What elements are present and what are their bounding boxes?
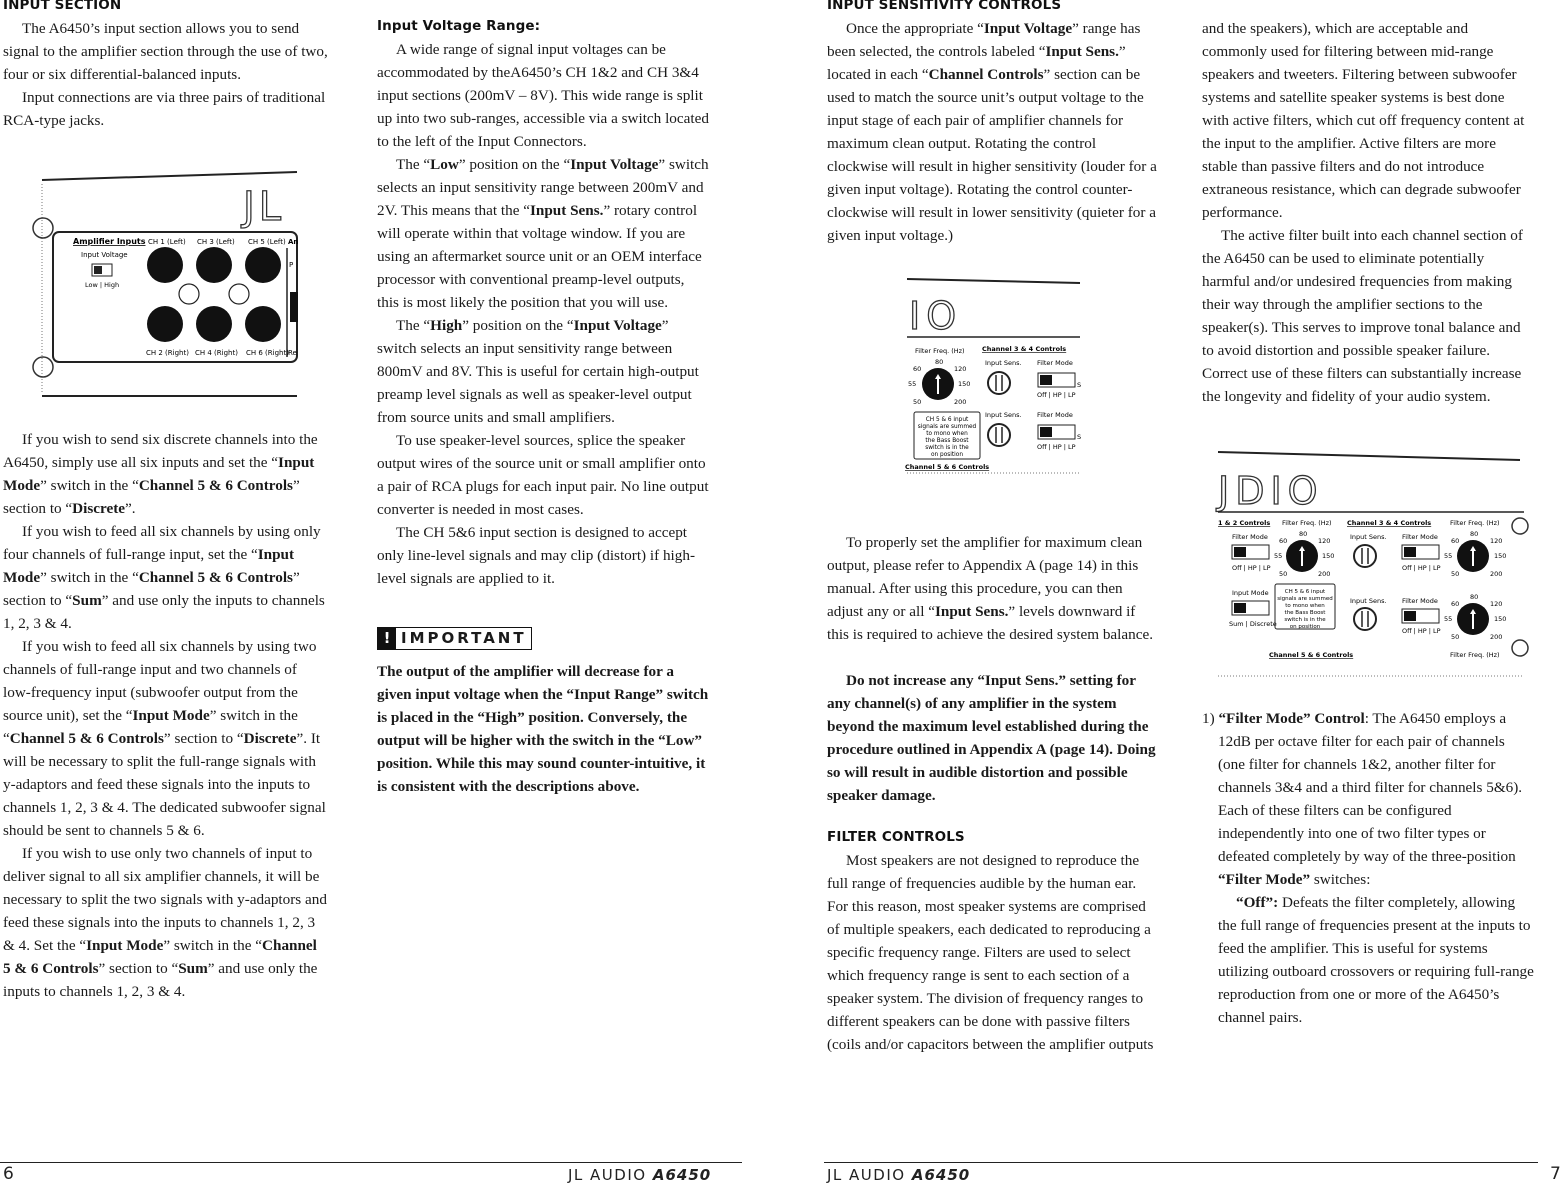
speaker-level-paragraph: To use speaker-level sources, splice the speaker output wires of the source unit or small amplifier onto a pair of RCA plugs for each input pair. No line output converter is needed in most cases.	[377, 432, 709, 518]
input-sens-label: Input Sens.	[985, 359, 1022, 367]
filter-freq-a: Filter Freq. (Hz)	[1282, 519, 1332, 527]
footer-brand-left: JL AUDIO A6450	[568, 1166, 712, 1184]
warning-text: Do not increase any “Input Sens.” setting for any channel(s) of any amplifier in the system beyond the maximum level established during the procedure outlined in Appendix A (page 14). Doing so will result in audible distortion and possible speaker damage.	[827, 672, 1156, 804]
note-b-6: on position	[1289, 624, 1321, 630]
note-line-6: on position	[930, 452, 964, 458]
channel-controls-illustration	[827, 247, 1157, 531]
voltage-range-paragraph: A wide range of signal input voltages can be accommodated by theA6450’s CH 1&2 and CH 3&4 input sections (200mV – 8V). This wide range is split up into two sub-ranges, accessible via a switch located to the left of the Input Connectors.	[377, 41, 709, 150]
dial-150: 150	[958, 380, 971, 388]
ch6-label: CH 6 (Right)	[246, 349, 289, 357]
important-label: IMPORTANT	[401, 629, 527, 647]
column-filters	[1202, 17, 1534, 1029]
filter-controls-illustration	[1202, 408, 1542, 707]
input-sens-knob-2	[988, 424, 1010, 446]
mode-options-c: Off | HP | LP	[1402, 627, 1441, 635]
cut-label: An	[288, 238, 299, 246]
rca-jack-ch2	[147, 306, 183, 342]
dial-c-55: 55	[1444, 615, 1453, 623]
jl-logo: JL	[243, 184, 286, 230]
audio-logo: IO	[909, 294, 963, 338]
column-input-sensitivity	[827, 0, 1157, 1056]
input-sensitivity-heading: INPUT SENSITIVITY CONTROLS	[827, 0, 1062, 13]
ch1-label: CH 1 (Left)	[148, 238, 186, 246]
filter-mode-label: Filter Mode	[1037, 359, 1073, 367]
note-b-2: signals are summed	[1277, 596, 1333, 602]
subwoofer-input-paragraph: If you wish to feed all six channels by using two channels of full-range input and two channels of low-frequency input (subwoofer output from the source unit), set the “Input Mode” switch in the “Channel 5 & 6 Controls” section to “Discrete”. It will be necessary to split the full-range signals with y-adaptors and feed these signals into the inputs to channels 1, 2, 3 & 4. The dedicated subwoofer signal should be sent to channels 5 & 6.	[3, 638, 326, 839]
filter-mode-c: Filter Mode	[1402, 597, 1438, 605]
column-input-section	[3, 0, 328, 1003]
active-filter-paragraph: The active filter built into each channel section of the A6450 can be used to eliminate potentially harmful and/or undesired frequencies from making their way through the amplifier sections to the speaker(s). This serves to improve tonal balance and to avoid distortion and possible speaker failure. Correct use of these filters can substantially increase the longevity and fidelity of your audio system.	[1202, 227, 1523, 405]
input-voltage-label: Input Voltage	[81, 251, 128, 259]
note-b-5: switch is in the	[1284, 617, 1326, 623]
dial-a-50: 50	[1279, 570, 1288, 578]
dial-c-120: 120	[1490, 600, 1503, 608]
mode-options-b: Off | HP | LP	[1402, 564, 1441, 572]
rca-jacks-paragraph: Input connections are via three pairs of traditional RCA-type jacks.	[3, 89, 326, 129]
cut-label-re: Re	[288, 349, 297, 357]
dial-b-60: 60	[1451, 537, 1460, 545]
filter-freq-b: Filter Freq. (Hz)	[1450, 519, 1500, 527]
cut-s-1: S	[1077, 381, 1082, 389]
column-input-voltage	[377, 18, 709, 798]
amplifier-inputs-figure	[3, 132, 328, 428]
filter-mode-item: 1) “Filter Mode” Control: The A6450 employs a 12dB per octave filter for each pair of channels (one filter for channels 1&2, another filter for channels 3&4 and a third filter for channels 5&6). Each of these filters can be configured independently into one of two filter types or defeated completely by way of the three-position “Filter Mode” switches:	[1202, 710, 1523, 888]
dial-a-80: 80	[1299, 530, 1308, 538]
input-mode-label: Input Mode	[1232, 589, 1269, 597]
dial-c-150: 150	[1494, 615, 1507, 623]
audio-logo-2: JDIO	[1218, 469, 1324, 513]
input-section-heading: INPUT SECTION	[3, 0, 122, 13]
note-line-3: to mono when	[926, 431, 968, 437]
filter-intro-paragraph: Most speakers are not designed to reproduce the full range of frequencies audible by the human ear. For this reason, most speaker systems are comprised of multiple speakers, each dedicated to reproducing a specific frequency range. Filters are used to select which frequency range is sent to each section of a speaker system. The division of frequency ranges to different speakers can be done with passive filters (coils and/or capacitors between the amplifier outputs	[827, 852, 1154, 1053]
dial-b-120: 120	[1490, 537, 1503, 545]
important-badge	[377, 627, 532, 650]
ch3-label: CH 3 (Left)	[197, 238, 235, 246]
note-line-1: CH 5 & 6 input	[925, 417, 969, 423]
input-sens-b: Input Sens.	[1350, 533, 1387, 541]
input-sens-knob	[988, 372, 1010, 394]
filter-mode-label-2: Filter Mode	[1037, 411, 1073, 419]
footer-rule-left	[0, 1162, 742, 1163]
dial-c-200: 200	[1490, 633, 1503, 641]
footer-rule-right	[824, 1162, 1538, 1163]
cut-label-p: P	[289, 261, 294, 269]
page-number-right: 7	[1550, 1164, 1561, 1184]
ch2-label: CH 2 (Right)	[146, 349, 189, 357]
low-position-paragraph: The “Low” position on the “Input Voltage” switch selects an input sensitivity range between 200mV and 2V. This means that the “Input Sens.” rotary control will operate within that voltage window. If you are using an aftermarket source unit or an OEM interface processor with conventional preamp-level outputs, this is most likely the position that you will use.	[377, 156, 709, 311]
ch12-controls-title: 1 & 2 Controls	[1218, 519, 1271, 527]
filter-controls-heading: FILTER CONTROLS	[827, 829, 965, 845]
input-sens-knob-c	[1354, 608, 1376, 630]
note-b-4: the Bass Boost	[1284, 610, 1326, 616]
input-sens-label-2: Input Sens.	[985, 411, 1022, 419]
rca-jack-ch5	[245, 247, 281, 283]
amplifier-inputs-label: Amplifier Inputs	[73, 237, 146, 246]
input-intro-paragraph: The A6450’s input section allows you to send signal to the amplifier section through the use of two, four or six differential-balanced inputs.	[3, 20, 328, 83]
dial-a-60: 60	[1279, 537, 1288, 545]
exclamation-icon: !	[378, 628, 396, 649]
note-b-1: CH 5 & 6 input	[1284, 589, 1326, 595]
input-sens-c: Input Sens.	[1350, 597, 1387, 605]
note-b-3: to mono when	[1285, 603, 1325, 609]
two-channel-paragraph: If you wish to use only two channels of input to deliver signal to all six amplifier channels, it will be necessary to split the two signals with y-adaptors and feed these signals into the inputs to channels 1, 2, 3 & 4. Set the “Input Mode” switch in the “Channel 5 & 6 Controls” section to “Sum” and use only the inputs to channels 1, 2, 3 & 4.	[3, 845, 327, 1000]
dial-a-200: 200	[1318, 570, 1331, 578]
dial-b-55: 55	[1444, 552, 1453, 560]
off-mode-item: “Off”: Defeats the filter completely, allowing the full range of frequencies present at the inputs to feed the amplifier. This is useful for systems utilizing outboard crossovers or requiring full-range reproduction from one or more of the A6450’s channel pairs.	[1218, 894, 1534, 1026]
dial-a-55: 55	[1274, 552, 1283, 560]
dial-b-80: 80	[1470, 530, 1479, 538]
dial-200: 200	[954, 398, 967, 406]
rca-jack-ch1	[147, 247, 183, 283]
dial-c-50: 50	[1451, 633, 1460, 641]
dial-60: 60	[913, 365, 922, 373]
high-position-paragraph: The “High” position on the “Input Voltage” switch selects an input sensitivity range between 800mV and 8V. This is useful for certain high-output preamp level signals as well as speaker-level output from source units and small amplifiers.	[377, 317, 699, 426]
filter-mode-options: Off | HP | LP	[1037, 391, 1076, 399]
dial-80: 80	[935, 358, 944, 366]
cut-s-2: S	[1077, 433, 1082, 441]
dial-c-80: 80	[1470, 593, 1479, 601]
dial-a-120: 120	[1318, 537, 1331, 545]
filter-freq-label: Filter Freq. (Hz)	[915, 347, 965, 355]
rca-jack-ch4	[196, 306, 232, 342]
input-mode-options: Sum | Discrete	[1229, 620, 1277, 628]
dial-b-200: 200	[1490, 570, 1503, 578]
rca-jack-ch3	[196, 247, 232, 283]
sensitivity-paragraph: Once the appropriate “Input Voltage” range has been selected, the controls labeled “Input Sens.” located in each “Channel Controls” section can be used to match the source unit’s output voltage to the input stage of each pair of amplifier channels for maximum clean output. Rotating the control clockwise will result in higher sensitivity (louder for a given input voltage). Rotating the control counter-clockwise will result in lower sensitivity (quieter for a given input voltage.)	[827, 20, 1157, 244]
appendix-paragraph: To properly set the amplifier for maximum clean output, please refer to Appendix A (page 14) in this manual. After using this procedure, you can then adjust any or all “Input Sens.” levels downward if this is required to achieve the desired system balance.	[827, 534, 1153, 643]
note-line-4: the Bass Boost	[925, 438, 969, 444]
dial-120: 120	[954, 365, 967, 373]
channel-controls-figure	[827, 247, 1157, 531]
ch34-controls-title: Channel 3 & 4 Controls	[982, 345, 1067, 353]
filter-controls-figure	[1202, 408, 1534, 707]
important-text: The output of the amplifier will decrease for a given input voltage when the “Input Range” switch is placed in the “High” position. Conversely, the output will be higher with the switch in the “Low” position. While this may sound counter-intuitive, it is consistent with the descriptions above.	[377, 663, 709, 795]
rca-jack-ch6	[245, 306, 281, 342]
filter-mode-a: Filter Mode	[1232, 533, 1268, 541]
dial-c-60: 60	[1451, 600, 1460, 608]
note-line-2: signals are summed	[917, 424, 977, 430]
dial-55: 55	[908, 380, 917, 388]
input-sens-knob-b	[1354, 545, 1376, 567]
filter-mode-options-2: Off | HP | LP	[1037, 443, 1076, 451]
dial-a-150: 150	[1322, 552, 1335, 560]
passive-filter-paragraph: and the speakers), which are acceptable and commonly used for filtering between mid-range speakers and tweeters. Filtering between subwoofer systems and satellite speaker systems is best done with active filters, which cut off frequency content at the input to the amplifier. Active filters are more stable than passive filters and do not introduce extraneous resistance, which can degrade subwoofer performance.	[1202, 20, 1525, 221]
ch5-label: CH 5 (Left)	[248, 238, 286, 246]
ch56-controls-title-b: Channel 5 & 6 Controls	[1269, 651, 1354, 659]
ch34-controls-title-b: Channel 3 & 4 Controls	[1347, 519, 1432, 527]
filter-freq-c: Filter Freq. (Hz)	[1450, 651, 1500, 659]
six-channel-paragraph: If you wish to send six discrete channels into the A6450, simply use all six inputs and set the “Input Mode” switch in the “Channel 5 & 6 Controls” section to “Discrete”.	[3, 431, 318, 517]
ch56-input-paragraph: The CH 5&6 input section is designed to accept only line-level signals and may clip (distort) if high-level signals are applied to it.	[377, 524, 696, 587]
warning-note	[827, 669, 1157, 807]
footer-brand-right: JL AUDIO A6450	[827, 1166, 971, 1184]
low-high-label: Low | High	[85, 281, 120, 289]
important-note	[377, 660, 709, 798]
dial-b-50: 50	[1451, 570, 1460, 578]
page-number-left: 6	[3, 1164, 14, 1184]
dial-50: 50	[913, 398, 922, 406]
filter-mode-b: Filter Mode	[1402, 533, 1438, 541]
amplifier-inputs-illustration	[3, 132, 328, 428]
input-voltage-heading: Input Voltage Range:	[377, 18, 541, 34]
ch56-controls-title: Channel 5 & 6 Controls	[905, 463, 990, 471]
dial-b-150: 150	[1494, 552, 1507, 560]
mode-options-a: Off | HP | LP	[1232, 564, 1271, 572]
four-channel-paragraph: If you wish to feed all six channels by using only four channels of full-range input, set the “Input Mode” switch in the “Channel 5 & 6 Controls” section to “Sum” and use only the inputs to channels 1, 2, 3 & 4.	[3, 523, 325, 632]
note-line-5: switch is in the	[925, 445, 969, 451]
ch4-label: CH 4 (Right)	[195, 349, 238, 357]
